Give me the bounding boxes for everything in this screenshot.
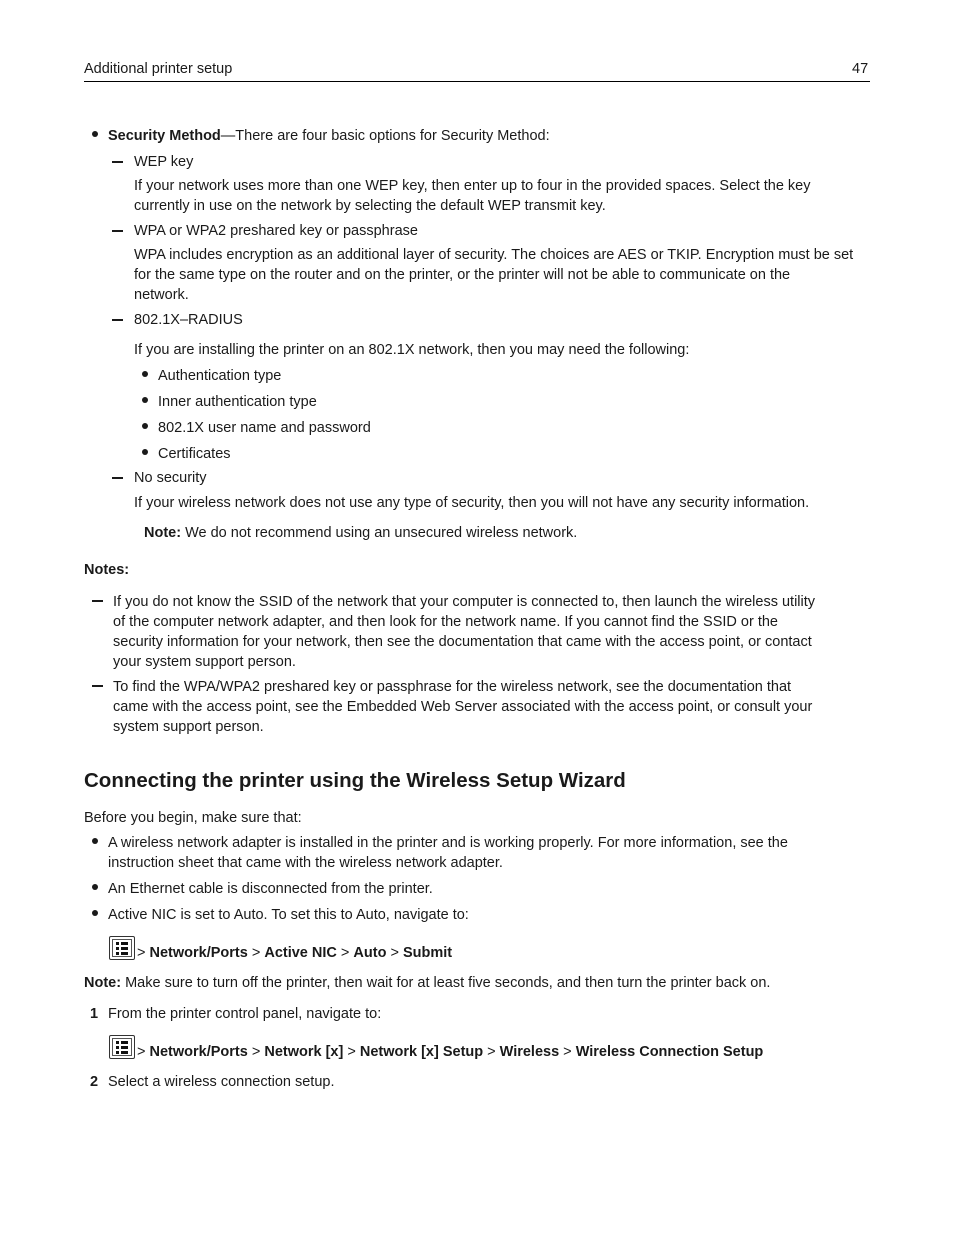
power-note [84,973,770,993]
bullet-icon [92,910,98,916]
dash-icon [92,685,103,687]
bullet-icon [142,397,148,403]
prereq-line: instruction sheet that came with the wireless network adapter. [108,855,503,871]
path-step: Network/Ports [149,945,248,961]
dash-icon [112,230,123,232]
bullet-icon [142,449,148,455]
path-step: Wireless [499,1044,560,1060]
radius-intro: If you are installing the printer on an 802.1X network, then you may need the following: [134,342,690,358]
security-method-intro [108,126,550,146]
wpa-text-line: network. [134,287,189,303]
path-step: Network/Ports [149,1044,248,1060]
menu-list-icon [109,1035,135,1059]
step-text: From the printer control panel, navigate to: [108,1006,382,1022]
note-line: If you do not know the SSID of the network that your computer is connected to, then launch the wireless utility [113,594,816,610]
path-step: Network [x] Setup [359,1044,484,1060]
navigation-path [137,943,452,963]
header-rule [84,81,870,82]
radius-item: 802.1X user name and password [158,420,371,436]
wep-title: WEP key [134,154,194,170]
dash-icon [112,161,123,163]
menu-list-icon [109,936,135,960]
wpa-text-line: for the same type on the router and on the printer, or the printer will not be able to communicate on the [134,267,791,283]
dash-icon [112,477,123,479]
path-separator: > [137,945,150,961]
navigation-path [137,1042,763,1062]
security-method-label: Security Method [108,128,221,144]
path-step: Active NIC [264,945,337,961]
section-heading: Connecting the printer using the Wireless Setup Wizard [84,769,626,792]
note-line: of the computer network adapter, and then look for the network name. If you cannot find the SSID or the [113,614,778,630]
step-number: 1 [90,1006,99,1022]
bullet-icon [142,371,148,377]
path-separator: > [386,945,403,961]
path-step: Network [x] [264,1044,344,1060]
path-separator: > [483,1044,500,1060]
security-method-text: —There are four basic options for Security Method: [220,128,550,144]
path-separator: > [559,1044,576,1060]
notes-label [84,560,129,580]
wep-text-line: currently in use on the network by selecting the default WEP transmit key. [134,198,606,214]
radius-item: Certificates [158,446,231,462]
path-separator: > [137,1044,150,1060]
note-text: Make sure to turn off the printer, then wait for at least five seconds, and then turn the printer back on. [121,975,771,991]
note-label: Note: [144,525,182,541]
step-number: 2 [90,1074,99,1090]
wpa-title: WPA or WPA2 preshared key or passphrase [134,223,418,239]
bullet-icon [92,131,98,137]
path-separator: > [247,945,265,961]
path-separator: > [336,945,354,961]
note-label: Note: [84,975,122,991]
nosec-title: No security [134,470,207,486]
bullet-icon [92,884,98,890]
page-number: 47 [852,61,869,77]
before-text: Before you begin, make sure that: [84,810,302,826]
dash-icon [92,600,103,602]
note-line: came with the access point, see the Embedded Web Server associated with the access point, or consult your [113,699,813,715]
prereq-line: Active NIC is set to Auto. To set this to Auto, navigate to: [108,907,469,923]
wpa-text-line: WPA includes encryption as an additional layer of security. The choices are AES or TKIP. Encryption must be set [134,247,854,263]
running-header-title: Additional printer setup [84,61,233,77]
radius-item: Inner authentication type [158,394,317,410]
bullet-icon [142,423,148,429]
wep-text-line: If your network uses more than one WEP key, then enter up to four in the provided spaces. Select the key [134,178,811,194]
note-line: system support person. [113,719,264,735]
path-separator: > [247,1044,265,1060]
nosec-text: If your wireless network does not use any type of security, then you will not have any security information. [134,495,810,511]
radius-title: 802.1X–RADIUS [134,312,243,328]
radius-item: Authentication type [158,368,282,384]
note-line: To find the WPA/WPA2 preshared key or passphrase for the wireless network, see the documentation that [113,679,792,695]
security-note [144,523,577,543]
bullet-icon [92,838,98,844]
path-step: Auto [353,945,387,961]
prereq-line: A wireless network adapter is installed in the printer and is working properly. For more information, see the [108,835,788,851]
path-separator: > [343,1044,360,1060]
prereq-line: An Ethernet cable is disconnected from the printer. [108,881,433,897]
step-text: Select a wireless connection setup. [108,1074,335,1090]
note-line: your system support person. [113,654,296,670]
note-line: security information for your network, then see the documentation that came with the access point, or contact [113,634,812,650]
path-step: Wireless Connection Setup [575,1044,764,1060]
dash-icon [112,319,123,321]
notes-label-text: Notes: [84,562,130,578]
note-text: We do not recommend using an unsecured wireless network. [181,525,578,541]
path-step: Submit [402,945,453,961]
